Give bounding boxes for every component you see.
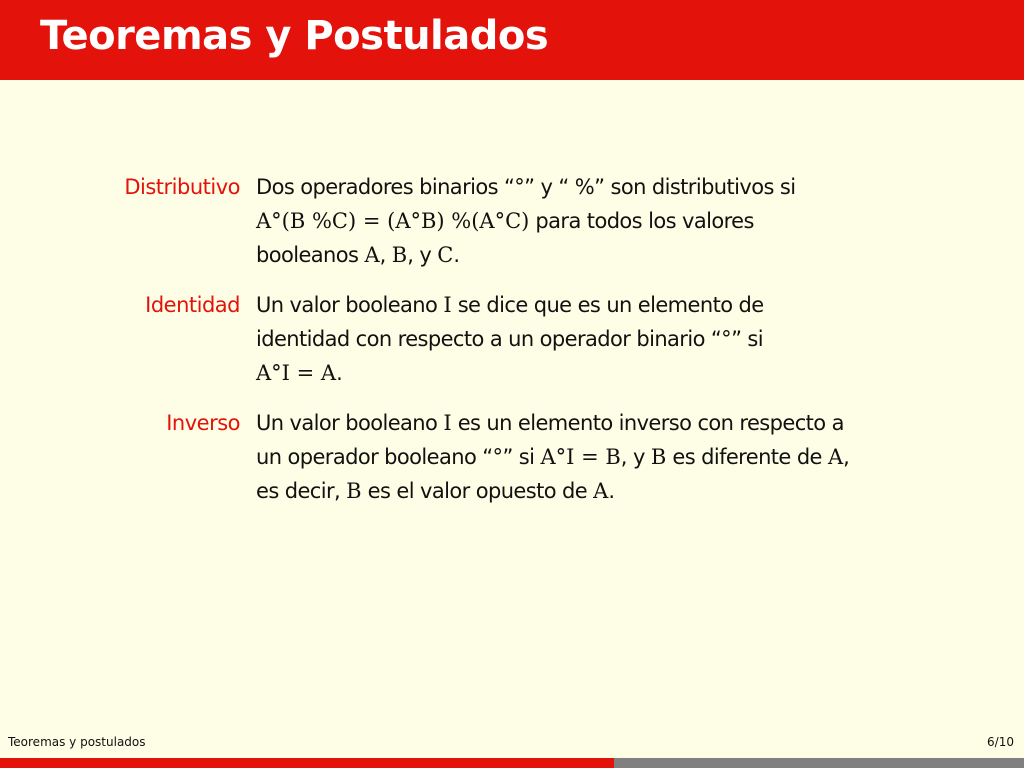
term-label: Inverso bbox=[166, 411, 240, 435]
text-run: , y bbox=[620, 445, 651, 469]
math-symbol: B bbox=[391, 243, 408, 267]
text-run: es el valor opuesto de bbox=[361, 479, 594, 503]
math-expression: A°I = B bbox=[540, 445, 621, 469]
footer-title: Teoremas y postulados bbox=[8, 735, 146, 749]
text-run: . bbox=[608, 479, 615, 503]
math-symbol: B bbox=[650, 445, 667, 469]
definition-text bbox=[256, 406, 956, 508]
text-run: , y bbox=[407, 243, 438, 267]
text-run: . bbox=[336, 361, 343, 385]
definition-line bbox=[256, 322, 956, 356]
text-run: es decir, bbox=[256, 479, 347, 503]
math-symbol: A bbox=[593, 479, 609, 503]
text-run: identidad con respecto a un operador binario “°” si bbox=[256, 327, 764, 351]
slide-counter: 6/10 bbox=[987, 735, 1014, 749]
definition-line bbox=[256, 406, 956, 440]
definition-list bbox=[0, 170, 1024, 524]
definition-line bbox=[256, 474, 956, 508]
text-run: booleanos bbox=[256, 243, 365, 267]
text-run: , bbox=[843, 445, 850, 469]
definition-inverso bbox=[0, 406, 1024, 508]
progress-bar-remaining bbox=[614, 758, 1024, 768]
progress-bar-filled bbox=[0, 758, 614, 768]
definition-line bbox=[256, 170, 956, 204]
text-run: Dos operadores binarios “°” y “ %” son distributivos si bbox=[256, 175, 796, 199]
definition-identidad bbox=[0, 288, 1024, 390]
definition-text bbox=[256, 288, 956, 390]
text-run: es un elemento inverso con respecto a bbox=[451, 411, 844, 435]
math-expression: A°(B %C) = (A°B) %(A°C) bbox=[256, 209, 530, 233]
definition-line bbox=[256, 288, 956, 322]
math-symbol: A bbox=[827, 445, 844, 469]
definition-line bbox=[256, 238, 956, 272]
text-run: un operador booleano “°” si bbox=[256, 445, 541, 469]
math-symbol: C bbox=[437, 243, 454, 267]
definition-line bbox=[256, 440, 956, 474]
math-symbol: I bbox=[443, 411, 452, 435]
math-expression: A°I = A bbox=[256, 361, 337, 385]
text-run: Un valor booleano bbox=[256, 411, 444, 435]
term-label: Distributivo bbox=[124, 175, 240, 199]
page-title: Teoremas y Postulados bbox=[40, 13, 549, 59]
text-run: . bbox=[453, 243, 460, 267]
definition-text bbox=[256, 170, 956, 272]
definition-line bbox=[256, 204, 956, 238]
text-run: es diferente de bbox=[666, 445, 828, 469]
math-symbol: I bbox=[443, 293, 452, 317]
title-bar bbox=[0, 0, 1024, 80]
term-label: Identidad bbox=[145, 293, 240, 317]
math-symbol: A bbox=[364, 243, 380, 267]
text-run: se dice que es un elemento de bbox=[451, 293, 764, 317]
text-run: , bbox=[379, 243, 392, 267]
text-run: para todos los valores bbox=[529, 209, 754, 233]
text-run: Un valor booleano bbox=[256, 293, 444, 317]
definition-distributivo bbox=[0, 170, 1024, 272]
math-symbol: B bbox=[346, 479, 362, 503]
definition-line bbox=[256, 356, 956, 390]
